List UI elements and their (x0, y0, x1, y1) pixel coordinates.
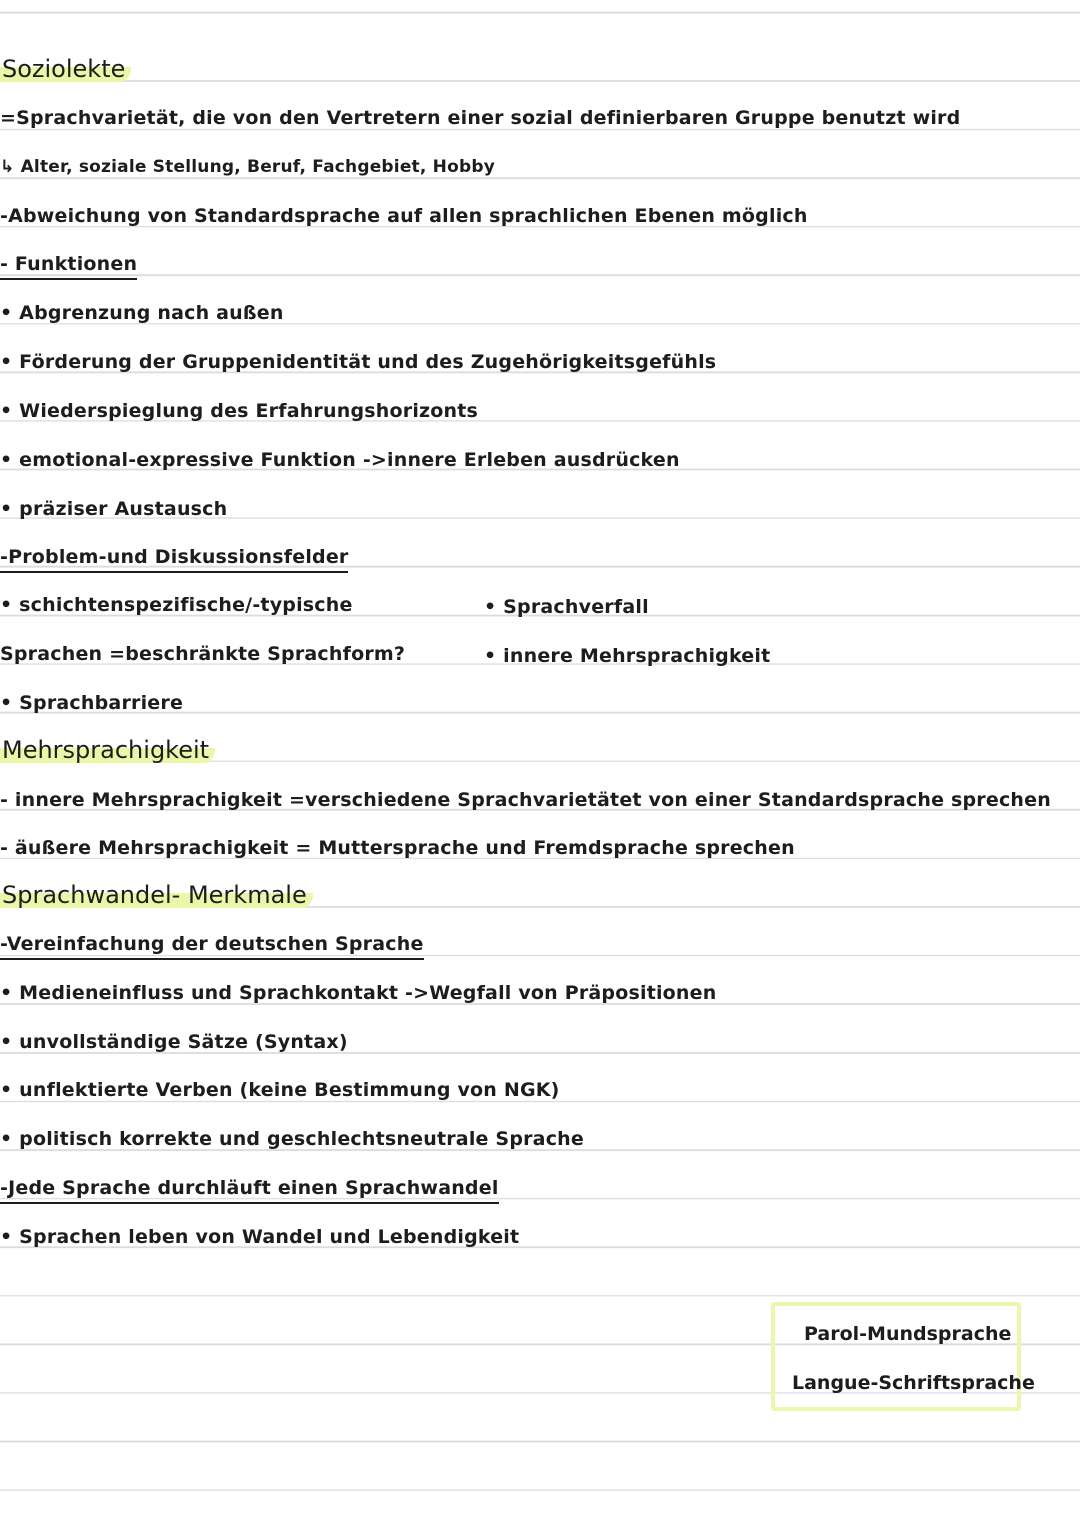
problem-item-right: • Sprachverfall (484, 596, 649, 618)
function-item: • emotional-expressive Funktion ->innere Erleben ausdrücken (0, 449, 680, 471)
sprachwandel-item: • unflektierte Verben (keine Bestimmung von NGK) (0, 1079, 560, 1101)
soziolekte-factors: ↳ Alter, soziale Stellung, Beruf, Fachgebiet, Hobby (0, 157, 495, 177)
function-item: • Abgrenzung nach außen (0, 302, 284, 324)
heading-soziolekte: Soziolekte (0, 49, 131, 89)
sprachwandel-item: • politisch korrekte und geschlechtsneutrale Sprache (0, 1128, 584, 1150)
functions-heading: - Funktionen (0, 244, 137, 284)
sprachwandel-subtitle: -Vereinfachung der deutschen Sprache (0, 924, 424, 964)
function-item: • Förderung der Gruppenidentität und des Zugehörigkeitsgefühls (0, 351, 717, 373)
sprachwandel-statement: -Jede Sprache durchläuft einen Sprachwandel (0, 1168, 499, 1208)
heading-mehrsprachigkeit: Mehrsprachigkeit (0, 730, 215, 770)
heading-sprachwandel: Sprachwandel- Merkmale (0, 875, 313, 915)
sprachwandel-item: • Medieneinfluss und Sprachkontakt ->Wegfall von Präpositionen (0, 982, 717, 1004)
note-line-parole: Parol-Mundsprache (804, 1323, 1012, 1345)
function-item: • Wiederspieglung des Erfahrungshorizonts (0, 400, 479, 422)
soziolekte-definition: =Sprachvarietät, die von den Vertretern einer sozial definierbaren Gruppe benutzt wird (0, 107, 961, 129)
outer-multilingualism: - äußere Mehrsprachigkeit = Muttersprache und Fremdsprache sprechen (0, 837, 795, 859)
sprachwandel-closing: • Sprachen leben von Wandel und Lebendigkeit (0, 1226, 520, 1248)
problems-heading: -Problem-und Diskussionsfelder (0, 537, 348, 577)
sprachwandel-item: • unvollständige Sätze (Syntax) (0, 1031, 348, 1053)
problem-item-right: • innere Mehrsprachigkeit (484, 645, 771, 667)
function-item: • präziser Austausch (0, 498, 228, 520)
inner-multilingualism: - innere Mehrsprachigkeit =verschiedene Sprachvarietätet von einer Standardsprache sprechen (0, 789, 1051, 811)
problem-item: • schichtenspezifische/-typische (0, 594, 353, 616)
problem-item: • Sprachbarriere (0, 692, 184, 714)
note-box (771, 1302, 1035, 1411)
problem-item: Sprachen =beschränkte Sprachform? (0, 643, 406, 665)
soziolekte-deviation: -Abweichung von Standardsprache auf allen sprachlichen Ebenen möglich (0, 205, 808, 227)
note-line-langue: Langue-Schriftsprache (792, 1372, 1035, 1394)
